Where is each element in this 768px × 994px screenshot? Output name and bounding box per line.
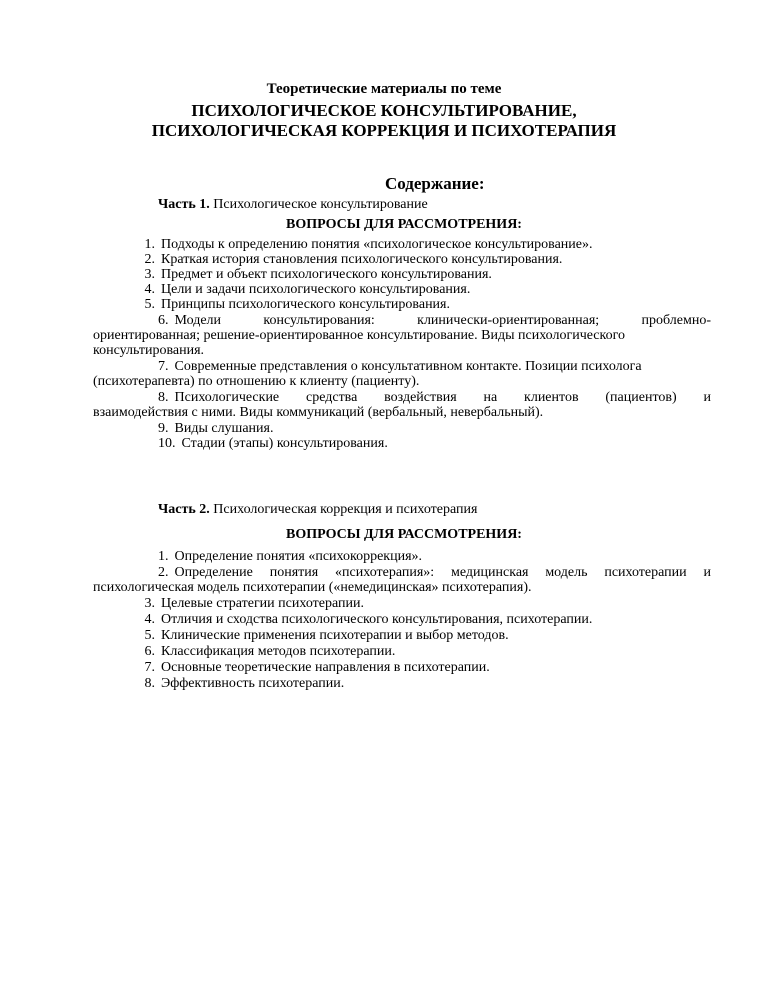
list-item: 6. Классификация методов психотерапии. (144, 644, 396, 659)
list-item: 1. Подходы к определению понятия «психологическое консультирование». (144, 237, 593, 252)
list-item: 1. Определение понятия «психокоррекция». (158, 549, 423, 564)
part2-label: Часть 2. (158, 502, 210, 517)
part2-name: Психологическая коррекция и психотерапия (213, 502, 478, 517)
list-item-6-line1: 6. Модели консультирования: клинически-ориентированная; проблемно- (158, 313, 711, 328)
part2-heading (158, 502, 477, 517)
list-item: 4. Отличия и сходства психологического консультирования, психотерапии. (144, 612, 593, 627)
list-item: 8. Эффективность психотерапии. (144, 676, 345, 691)
list-item-7-line1: 7. Современные представления о консультативном контакте. Позиции психолога (158, 359, 642, 374)
part1-questions-header: ВОПРОСЫ ДЛЯ РАССМОТРЕНИЯ: (286, 217, 522, 232)
list-item: 9. Виды слушания. (158, 421, 274, 436)
part2-questions-header: ВОПРОСЫ ДЛЯ РАССМОТРЕНИЯ: (286, 527, 522, 542)
document-title-line1: ПСИХОЛОГИЧЕСКОЕ КОНСУЛЬТИРОВАНИЕ, (191, 101, 577, 120)
list-item-8-line1: 8. Психологические средства воздействия на клиентов (пациентов) и (158, 390, 711, 405)
document-subtitle: Теоретические материалы по теме (266, 81, 502, 97)
list-item-6-line2: ориентированная; решение-ориентированное консультирование. Виды психологического (93, 328, 626, 343)
list-item: 5. Принципы психологического консультирования. (144, 297, 450, 312)
contents-heading: Содержание: (385, 174, 485, 193)
part1-heading (158, 197, 428, 212)
document-title-line2: ПСИХОЛОГИЧЕСКАЯ КОРРЕКЦИЯ И ПСИХОТЕРАПИЯ (151, 121, 617, 140)
list-item: 3. Предмет и объект психологического консультирования. (144, 267, 492, 282)
list-item: 7. Основные теоретические направления в психотерапии. (144, 660, 490, 675)
list-item-2-line2: психологическая модель психотерапии («немедицинская» психотерапия). (93, 580, 532, 595)
list-item: 3. Целевые стратегии психотерапии. (144, 596, 364, 611)
list-item: 4. Цели и задачи психологического консультирования. (144, 282, 471, 297)
list-item-2-line1: 2. Определение понятия «психотерапия»: медицинская модель психотерапии и (158, 565, 711, 580)
part1-name: Психологическое консультирование (213, 197, 428, 212)
part1-label: Часть 1. (158, 197, 210, 212)
list-item: 10. Стадии (этапы) консультирования. (158, 436, 388, 451)
list-item: 5. Клинические применения психотерапии и выбор методов. (144, 628, 509, 643)
list-item-6-line3: консультирования. (93, 343, 205, 358)
list-item-7-line2: (психотерапевта) по отношению к клиенту (пациенту). (93, 374, 420, 389)
list-item-8-line2: взаимодействия с ними. Виды коммуникаций (вербальный, невербальный). (93, 405, 544, 420)
list-item: 2. Краткая история становления психологического консультирования. (144, 252, 563, 267)
